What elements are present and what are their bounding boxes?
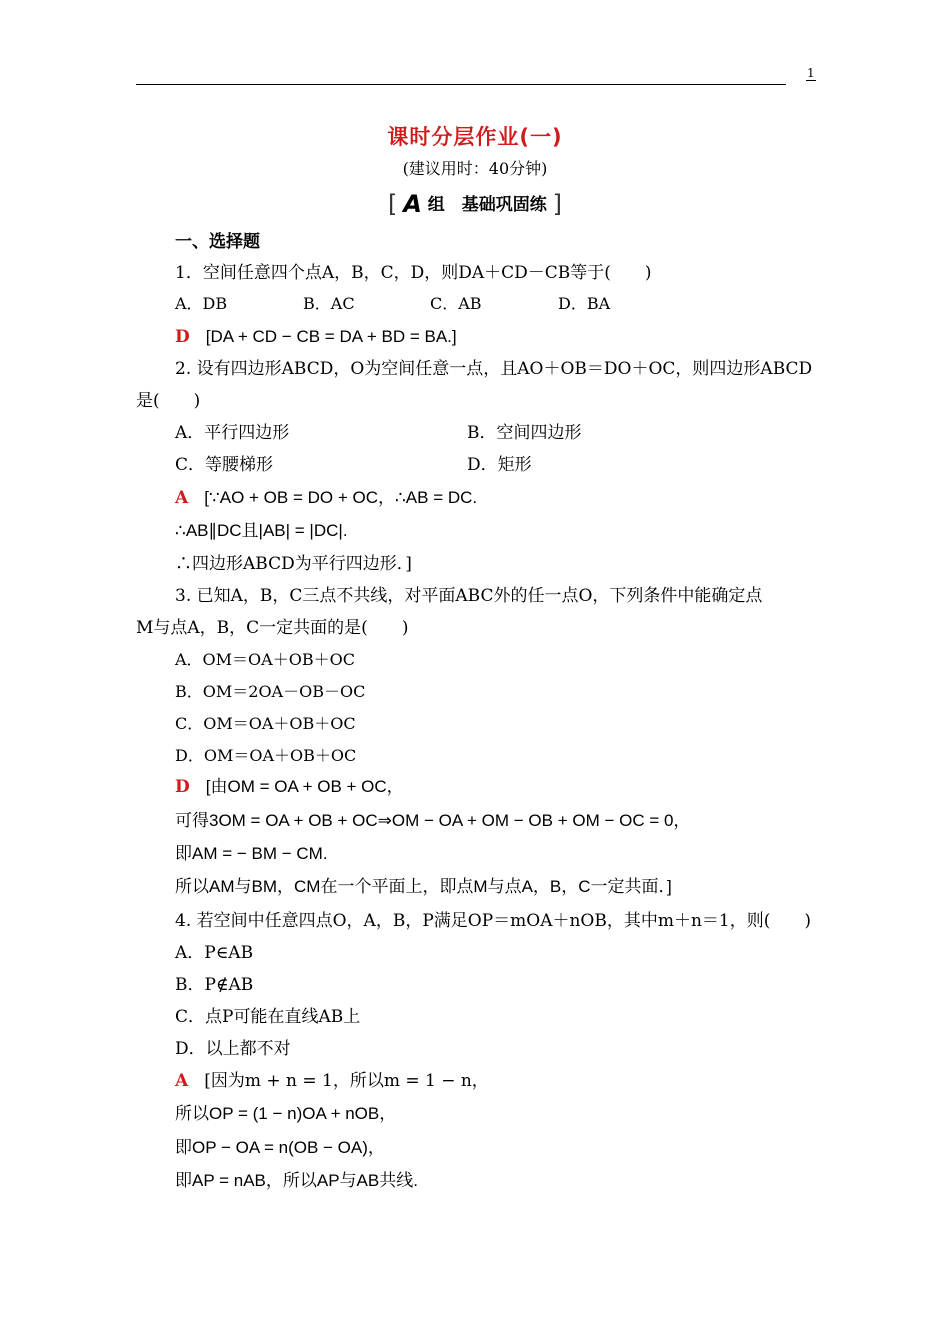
q4-explanation-3: 即OP − OA = n(OB − OA)， [175,1138,385,1157]
q3-explanation-2: 可得3OM = OA + OB + OC⇒OM − OA + OM − OB + OM − OC = 0， [175,811,691,830]
q4-stem: 4. 若空间中任意四点O，A，B，P满足OP＝mOA＋nOB，其中m＋n＝1，则( ) [175,911,812,931]
q2-explanation-3: ∴四边形ABCD为平行四边形．] [175,554,412,574]
q3-explanation-4: 所以AM与BM，CM在一个平面上，即点M与点A，B，C一定共面．] [175,877,672,896]
q1-option-b: B．AC [303,294,355,313]
q1-option-a: A．DB [175,294,228,313]
q4-option-d: D．以上都不对 [175,1039,291,1059]
q2-option-c: C．等腰梯形 [175,455,274,475]
page-number: 1 [807,66,815,80]
page-subtitle: (建议用时：40分钟) [402,159,548,178]
q2-stem-line2: 是( ) [136,391,201,411]
q4-explanation-2: 所以OP = (1 − n)OA + nOB， [175,1104,397,1123]
q2-answer-line [175,486,477,510]
q4-answer: A [175,1071,189,1091]
q3-explanation-3: 即AM = − BM − CM. [175,844,328,863]
q2-option-a: A．平行四边形 [175,423,290,443]
q3-answer-line [175,775,404,799]
q4-option-b: B．P∉AB [175,975,254,995]
page-title: 课时分层作业(一) [387,125,563,149]
q4-option-c: C．点P可能在直线AB上 [175,1007,361,1027]
q4-explanation-4: 即AP = nAB，所以AP与AB共线. [175,1171,418,1190]
q4-option-a: A．P∈AB [175,943,254,963]
q4-answer-line [175,1069,489,1093]
bracket-open: [ [387,190,398,218]
q1-stem: 1．空间任意四个点A，B，C，D，则DA＋CD－CB等于( ) [175,263,652,283]
header-rule [136,84,786,85]
group-heading [0,190,950,218]
section-heading: 一、选择题 [175,232,260,252]
q1-option-c: C．AB [430,294,482,313]
q2-stem-line1: 2. 设有四边形ABCD，O为空间任意一点，且AO＋OB＝DO＋OC，则四边形ABCD [175,359,813,379]
q4-explanation-1: [因为m + n = 1，所以m = 1 − n， [204,1071,489,1091]
q3-option-d: D．OM＝OA＋OB＋OC [175,746,357,765]
q1-answer: D [175,327,190,347]
q3-stem-line1: 3. 已知A，B，C三点不共线，对平面ABC外的任一点O，下列条件中能确定点 [175,586,763,606]
q3-option-c: C．OM＝OA＋OB＋OC [175,714,356,733]
q2-explanation-1: [∵AO + OB = DO + OC，∴AB = DC. [204,488,478,507]
q2-answer: A [175,488,189,508]
q1-answer-line [175,325,457,349]
q3-stem-line2: M与点A，B，C一定共面的是( ) [136,618,409,638]
q1-explanation: [DA + CD − CB = DA + BD = BA.] [205,327,457,346]
bracket-close: ] [552,190,563,218]
group-letter: A [403,190,422,218]
group-label: 组 基础巩固练 [427,195,547,215]
q3-answer: D [175,777,190,797]
q2-option-b: B．空间四边形 [467,423,582,443]
q3-option-b: B．OM＝2OA－OB－OC [175,682,366,701]
q2-option-d: D．矩形 [467,455,532,475]
q3-explanation-1: [由OM = OA + OB + OC， [205,777,404,796]
q2-explanation-2: ∴AB∥DC且|AB| = |DC|. [175,521,348,540]
q1-option-d: D．BA [558,294,611,313]
q3-option-a: A．OM＝OA＋OB＋OC [175,650,355,669]
